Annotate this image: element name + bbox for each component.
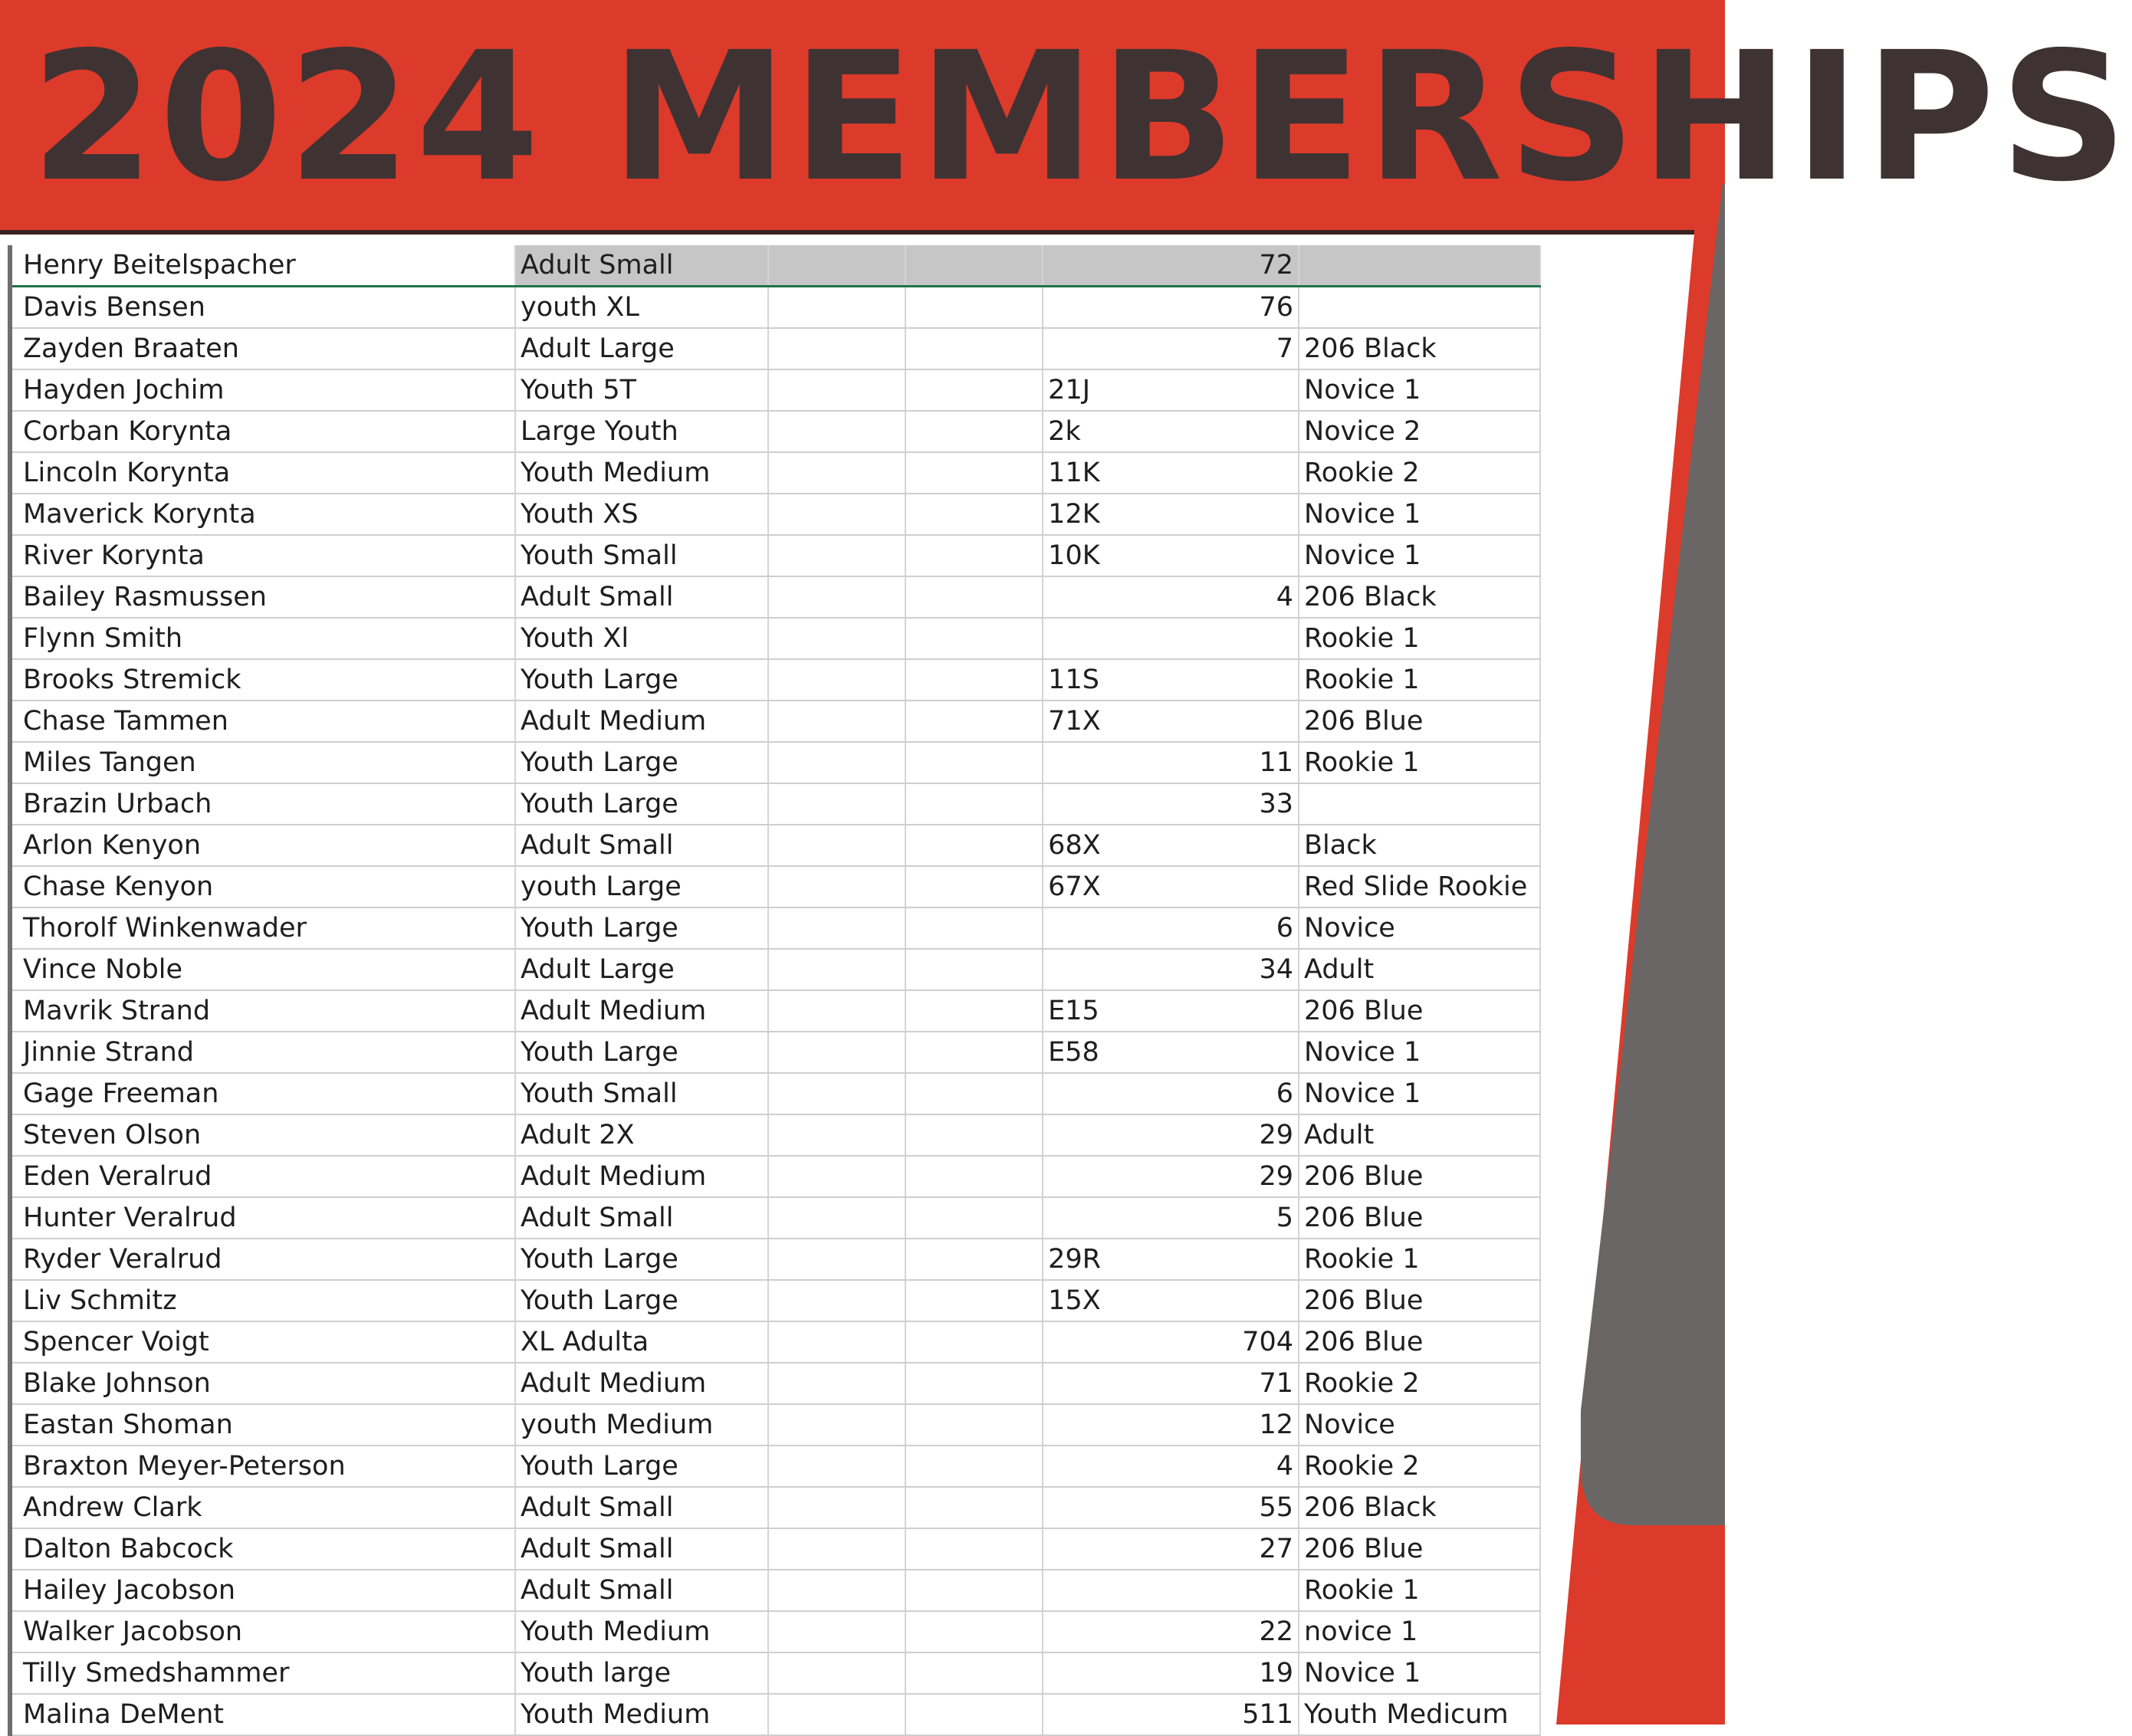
empty-cell[interactable] [768,618,905,659]
level-cell[interactable]: 206 Blue [1299,701,1540,742]
name-cell[interactable]: Flynn Smith [10,618,515,659]
size-cell[interactable]: Large Youth [515,411,768,452]
number-cell[interactable]: 7 [1043,328,1299,369]
level-cell[interactable]: Black [1299,825,1540,866]
name-cell[interactable]: Hailey Jacobson [10,1570,515,1611]
empty-cell[interactable] [905,1156,1043,1197]
empty-cell[interactable] [905,576,1043,618]
empty-cell[interactable] [768,328,905,369]
size-cell[interactable]: Adult Small [515,1487,768,1528]
name-cell[interactable]: Bailey Rasmussen [10,576,515,618]
table-row[interactable] [10,576,1540,618]
empty-cell[interactable] [768,411,905,452]
number-cell[interactable]: 12K [1043,494,1299,535]
empty-cell[interactable] [905,1114,1043,1156]
empty-cell[interactable] [768,245,905,287]
empty-cell[interactable] [768,1487,905,1528]
empty-cell[interactable] [905,1404,1043,1446]
table-row[interactable] [10,866,1540,907]
size-cell[interactable]: Adult Medium [515,1363,768,1404]
name-cell[interactable]: Davis Bensen [10,287,515,329]
table-row[interactable] [10,1073,1540,1114]
empty-cell[interactable] [768,535,905,576]
size-cell[interactable]: Youth Large [515,1446,768,1487]
size-cell[interactable]: Adult Small [515,245,768,287]
number-cell[interactable]: 511 [1043,1694,1299,1735]
name-cell[interactable]: Chase Tammen [10,701,515,742]
level-cell[interactable]: Rookie 1 [1299,618,1540,659]
level-cell[interactable] [1299,783,1540,825]
level-cell[interactable]: 206 Black [1299,1487,1540,1528]
number-cell[interactable]: 29R [1043,1239,1299,1280]
empty-cell[interactable] [768,1446,905,1487]
number-cell[interactable]: 2k [1043,411,1299,452]
number-cell[interactable]: 15X [1043,1280,1299,1321]
table-row[interactable] [10,1611,1540,1652]
number-cell[interactable]: 27 [1043,1528,1299,1570]
table-row[interactable] [10,1197,1540,1239]
level-cell[interactable]: Novice 1 [1299,1032,1540,1073]
number-cell[interactable]: 11S [1043,659,1299,701]
size-cell[interactable]: Adult Small [515,576,768,618]
table-row[interactable] [10,949,1540,990]
empty-cell[interactable] [905,245,1043,287]
size-cell[interactable]: Youth large [515,1652,768,1694]
level-cell[interactable]: 206 Blue [1299,1321,1540,1363]
table-row[interactable] [10,618,1540,659]
name-cell[interactable]: Ryder Veralrud [10,1239,515,1280]
size-cell[interactable]: Youth Medium [515,452,768,494]
table-row[interactable] [10,907,1540,949]
table-row[interactable] [10,701,1540,742]
empty-cell[interactable] [905,618,1043,659]
level-cell[interactable]: 206 Black [1299,328,1540,369]
name-cell[interactable]: Arlon Kenyon [10,825,515,866]
name-cell[interactable]: Maverick Korynta [10,494,515,535]
size-cell[interactable]: Youth Small [515,1073,768,1114]
empty-cell[interactable] [768,659,905,701]
size-cell[interactable]: youth XL [515,287,768,329]
number-cell[interactable]: 6 [1043,1073,1299,1114]
empty-cell[interactable] [768,494,905,535]
size-cell[interactable]: Adult Medium [515,1156,768,1197]
empty-cell[interactable] [905,1446,1043,1487]
empty-cell[interactable] [768,1280,905,1321]
number-cell[interactable]: 67X [1043,866,1299,907]
empty-cell[interactable] [905,990,1043,1032]
empty-cell[interactable] [905,369,1043,411]
table-row[interactable] [10,1239,1540,1280]
empty-cell[interactable] [905,452,1043,494]
number-cell[interactable]: E15 [1043,990,1299,1032]
table-row[interactable] [10,369,1540,411]
number-cell[interactable]: 11K [1043,452,1299,494]
size-cell[interactable]: youth Medium [515,1404,768,1446]
level-cell[interactable]: 206 Black [1299,576,1540,618]
table-row[interactable] [10,1694,1540,1735]
level-cell[interactable]: Adult [1299,949,1540,990]
table-row[interactable] [10,1487,1540,1528]
level-cell[interactable]: Novice [1299,907,1540,949]
number-cell[interactable]: 6 [1043,907,1299,949]
table-row[interactable] [10,452,1540,494]
level-cell[interactable]: Youth Medicum [1299,1694,1540,1735]
level-cell[interactable]: Novice 1 [1299,494,1540,535]
number-cell[interactable]: 55 [1043,1487,1299,1528]
empty-cell[interactable] [768,907,905,949]
size-cell[interactable]: XL Adulta [515,1321,768,1363]
number-cell[interactable]: 11 [1043,742,1299,783]
size-cell[interactable]: Youth Large [515,742,768,783]
empty-cell[interactable] [768,452,905,494]
name-cell[interactable]: Liv Schmitz [10,1280,515,1321]
empty-cell[interactable] [768,783,905,825]
empty-cell[interactable] [768,1032,905,1073]
level-cell[interactable]: 206 Blue [1299,990,1540,1032]
level-cell[interactable]: Novice 1 [1299,369,1540,411]
level-cell[interactable]: Rookie 2 [1299,1363,1540,1404]
empty-cell[interactable] [905,1611,1043,1652]
number-cell[interactable] [1043,1570,1299,1611]
level-cell[interactable]: Novice 1 [1299,1073,1540,1114]
empty-cell[interactable] [768,1694,905,1735]
table-row[interactable] [10,494,1540,535]
empty-cell[interactable] [768,287,905,329]
number-cell[interactable]: 71X [1043,701,1299,742]
size-cell[interactable]: Youth Large [515,1239,768,1280]
number-cell[interactable]: 10K [1043,535,1299,576]
table-row[interactable] [10,245,1540,287]
number-cell[interactable]: 29 [1043,1156,1299,1197]
empty-cell[interactable] [905,742,1043,783]
empty-cell[interactable] [905,825,1043,866]
level-cell[interactable]: 206 Blue [1299,1197,1540,1239]
number-cell[interactable]: 72 [1043,245,1299,287]
table-row[interactable] [10,1446,1540,1487]
number-cell[interactable]: 704 [1043,1321,1299,1363]
empty-cell[interactable] [905,1652,1043,1694]
level-cell[interactable] [1299,287,1540,329]
name-cell[interactable]: Mavrik Strand [10,990,515,1032]
number-cell[interactable]: 71 [1043,1363,1299,1404]
empty-cell[interactable] [768,1156,905,1197]
empty-cell[interactable] [905,949,1043,990]
table-row[interactable] [10,659,1540,701]
size-cell[interactable]: Youth Large [515,1032,768,1073]
table-row[interactable] [10,1156,1540,1197]
size-cell[interactable]: Adult Large [515,949,768,990]
empty-cell[interactable] [768,1073,905,1114]
name-cell[interactable]: Blake Johnson [10,1363,515,1404]
name-cell[interactable]: Miles Tangen [10,742,515,783]
size-cell[interactable]: Adult Large [515,328,768,369]
name-cell[interactable]: Steven Olson [10,1114,515,1156]
empty-cell[interactable] [905,1073,1043,1114]
size-cell[interactable]: youth Large [515,866,768,907]
level-cell[interactable]: Rookie 1 [1299,1239,1540,1280]
level-cell[interactable]: Novice 2 [1299,411,1540,452]
name-cell[interactable]: Brazin Urbach [10,783,515,825]
empty-cell[interactable] [905,1032,1043,1073]
level-cell[interactable]: Rookie 1 [1299,1570,1540,1611]
number-cell[interactable]: E58 [1043,1032,1299,1073]
size-cell[interactable]: Youth Xl [515,618,768,659]
level-cell[interactable]: Red Slide Rookie [1299,866,1540,907]
number-cell[interactable]: 76 [1043,287,1299,329]
name-cell[interactable]: Andrew Clark [10,1487,515,1528]
empty-cell[interactable] [768,1197,905,1239]
empty-cell[interactable] [768,1239,905,1280]
number-cell[interactable]: 22 [1043,1611,1299,1652]
empty-cell[interactable] [768,949,905,990]
name-cell[interactable]: Eden Veralrud [10,1156,515,1197]
name-cell[interactable]: River Korynta [10,535,515,576]
name-cell[interactable]: Malina DeMent [10,1694,515,1735]
empty-cell[interactable] [905,1280,1043,1321]
red-corner-panel [1587,1545,1725,1725]
table-row[interactable] [10,1570,1540,1611]
empty-cell[interactable] [768,1528,905,1570]
number-cell[interactable]: 33 [1043,783,1299,825]
size-cell[interactable]: Youth Large [515,659,768,701]
name-cell[interactable]: Eastan Shoman [10,1404,515,1446]
size-cell[interactable]: Youth XS [515,494,768,535]
table-row[interactable] [10,1652,1540,1694]
size-cell[interactable]: Adult Medium [515,990,768,1032]
table-row[interactable] [10,1032,1540,1073]
number-cell[interactable]: 4 [1043,576,1299,618]
empty-cell[interactable] [768,369,905,411]
level-cell[interactable]: Rookie 2 [1299,1446,1540,1487]
empty-cell[interactable] [905,494,1043,535]
empty-cell[interactable] [905,1321,1043,1363]
size-cell[interactable]: Adult Medium [515,701,768,742]
level-cell[interactable]: 206 Blue [1299,1528,1540,1570]
empty-cell[interactable] [768,990,905,1032]
number-cell[interactable]: 68X [1043,825,1299,866]
name-cell[interactable]: Corban Korynta [10,411,515,452]
name-cell[interactable]: Spencer Voigt [10,1321,515,1363]
empty-cell[interactable] [905,1570,1043,1611]
name-cell[interactable]: Brooks Stremick [10,659,515,701]
name-cell[interactable]: Tilly Smedshammer [10,1652,515,1694]
empty-cell[interactable] [905,907,1043,949]
empty-cell[interactable] [768,1611,905,1652]
level-cell[interactable]: Novice 1 [1299,1652,1540,1694]
gray-side-panel [1581,184,1725,1525]
name-cell[interactable]: Jinnie Strand [10,1032,515,1073]
name-cell[interactable]: Hayden Jochim [10,369,515,411]
table-row[interactable] [10,1280,1540,1321]
level-cell[interactable]: Novice 1 [1299,535,1540,576]
table-row[interactable] [10,328,1540,369]
table-row[interactable] [10,535,1540,576]
empty-cell[interactable] [905,866,1043,907]
name-cell[interactable]: Braxton Meyer-Peterson [10,1446,515,1487]
name-cell[interactable]: Walker Jacobson [10,1611,515,1652]
empty-cell[interactable] [905,783,1043,825]
number-cell[interactable]: 21J [1043,369,1299,411]
name-cell[interactable]: Zayden Braaten [10,328,515,369]
empty-cell[interactable] [905,1363,1043,1404]
empty-cell[interactable] [768,1570,905,1611]
size-cell[interactable]: Youth Large [515,1280,768,1321]
level-cell[interactable]: Rookie 1 [1299,659,1540,701]
empty-cell[interactable] [768,1404,905,1446]
table-row[interactable] [10,1321,1540,1363]
name-cell[interactable]: Hunter Veralrud [10,1197,515,1239]
name-cell[interactable]: Dalton Babcock [10,1528,515,1570]
level-cell[interactable]: 206 Blue [1299,1156,1540,1197]
name-cell[interactable]: Thorolf Winkenwader [10,907,515,949]
empty-cell[interactable] [768,576,905,618]
empty-cell[interactable] [768,701,905,742]
number-cell[interactable]: 5 [1043,1197,1299,1239]
empty-cell[interactable] [905,1197,1043,1239]
name-cell[interactable]: Lincoln Korynta [10,452,515,494]
level-cell[interactable]: Rookie 1 [1299,742,1540,783]
table-row[interactable] [10,411,1540,452]
name-cell[interactable]: Vince Noble [10,949,515,990]
table-row[interactable] [10,287,1540,329]
empty-cell[interactable] [905,328,1043,369]
table-row[interactable] [10,783,1540,825]
empty-cell[interactable] [768,1321,905,1363]
table-row[interactable] [10,990,1540,1032]
number-cell[interactable] [1043,618,1299,659]
name-cell[interactable]: Chase Kenyon [10,866,515,907]
name-cell[interactable]: Gage Freeman [10,1073,515,1114]
level-cell[interactable]: Rookie 2 [1299,452,1540,494]
size-cell[interactable]: Youth Small [515,535,768,576]
level-cell[interactable]: Novice [1299,1404,1540,1446]
table-row[interactable] [10,742,1540,783]
table-row[interactable] [10,1404,1540,1446]
name-cell[interactable]: Henry Beitelspacher [10,245,515,287]
empty-cell[interactable] [905,1528,1043,1570]
level-cell[interactable]: novice 1 [1299,1611,1540,1652]
empty-cell[interactable] [768,1114,905,1156]
table-row[interactable] [10,825,1540,866]
empty-cell[interactable] [905,659,1043,701]
number-cell[interactable]: 19 [1043,1652,1299,1694]
size-cell[interactable]: Adult Small [515,825,768,866]
membership-spreadsheet [8,245,1541,1730]
empty-cell[interactable] [768,1363,905,1404]
size-cell[interactable]: Adult Small [515,1570,768,1611]
membership-table [8,245,1541,1736]
empty-cell[interactable] [905,411,1043,452]
empty-cell[interactable] [768,825,905,866]
page-title: 2024 MEMBERSHIPS [31,14,2132,221]
size-cell[interactable]: Adult Small [515,1528,768,1570]
size-cell[interactable]: Youth 5T [515,369,768,411]
size-cell[interactable]: Youth Medium [515,1611,768,1652]
level-cell[interactable]: 206 Blue [1299,1280,1540,1321]
empty-cell[interactable] [905,287,1043,329]
number-cell[interactable]: 34 [1043,949,1299,990]
empty-cell[interactable] [905,535,1043,576]
table-row[interactable] [10,1114,1540,1156]
empty-cell[interactable] [768,866,905,907]
number-cell[interactable]: 12 [1043,1404,1299,1446]
size-cell[interactable]: Adult 2X [515,1114,768,1156]
table-row[interactable] [10,1528,1540,1570]
empty-cell[interactable] [905,701,1043,742]
number-cell[interactable]: 4 [1043,1446,1299,1487]
size-cell[interactable]: Youth Large [515,783,768,825]
level-cell[interactable] [1299,245,1540,287]
table-row[interactable] [10,1363,1540,1404]
size-cell[interactable]: Youth Medium [515,1694,768,1735]
size-cell[interactable]: Youth Large [515,907,768,949]
empty-cell[interactable] [905,1694,1043,1735]
size-cell[interactable]: Adult Small [515,1197,768,1239]
empty-cell[interactable] [768,1652,905,1694]
empty-cell[interactable] [768,742,905,783]
empty-cell[interactable] [905,1239,1043,1280]
number-cell[interactable]: 29 [1043,1114,1299,1156]
empty-cell[interactable] [905,1487,1043,1528]
level-cell[interactable]: Adult [1299,1114,1540,1156]
